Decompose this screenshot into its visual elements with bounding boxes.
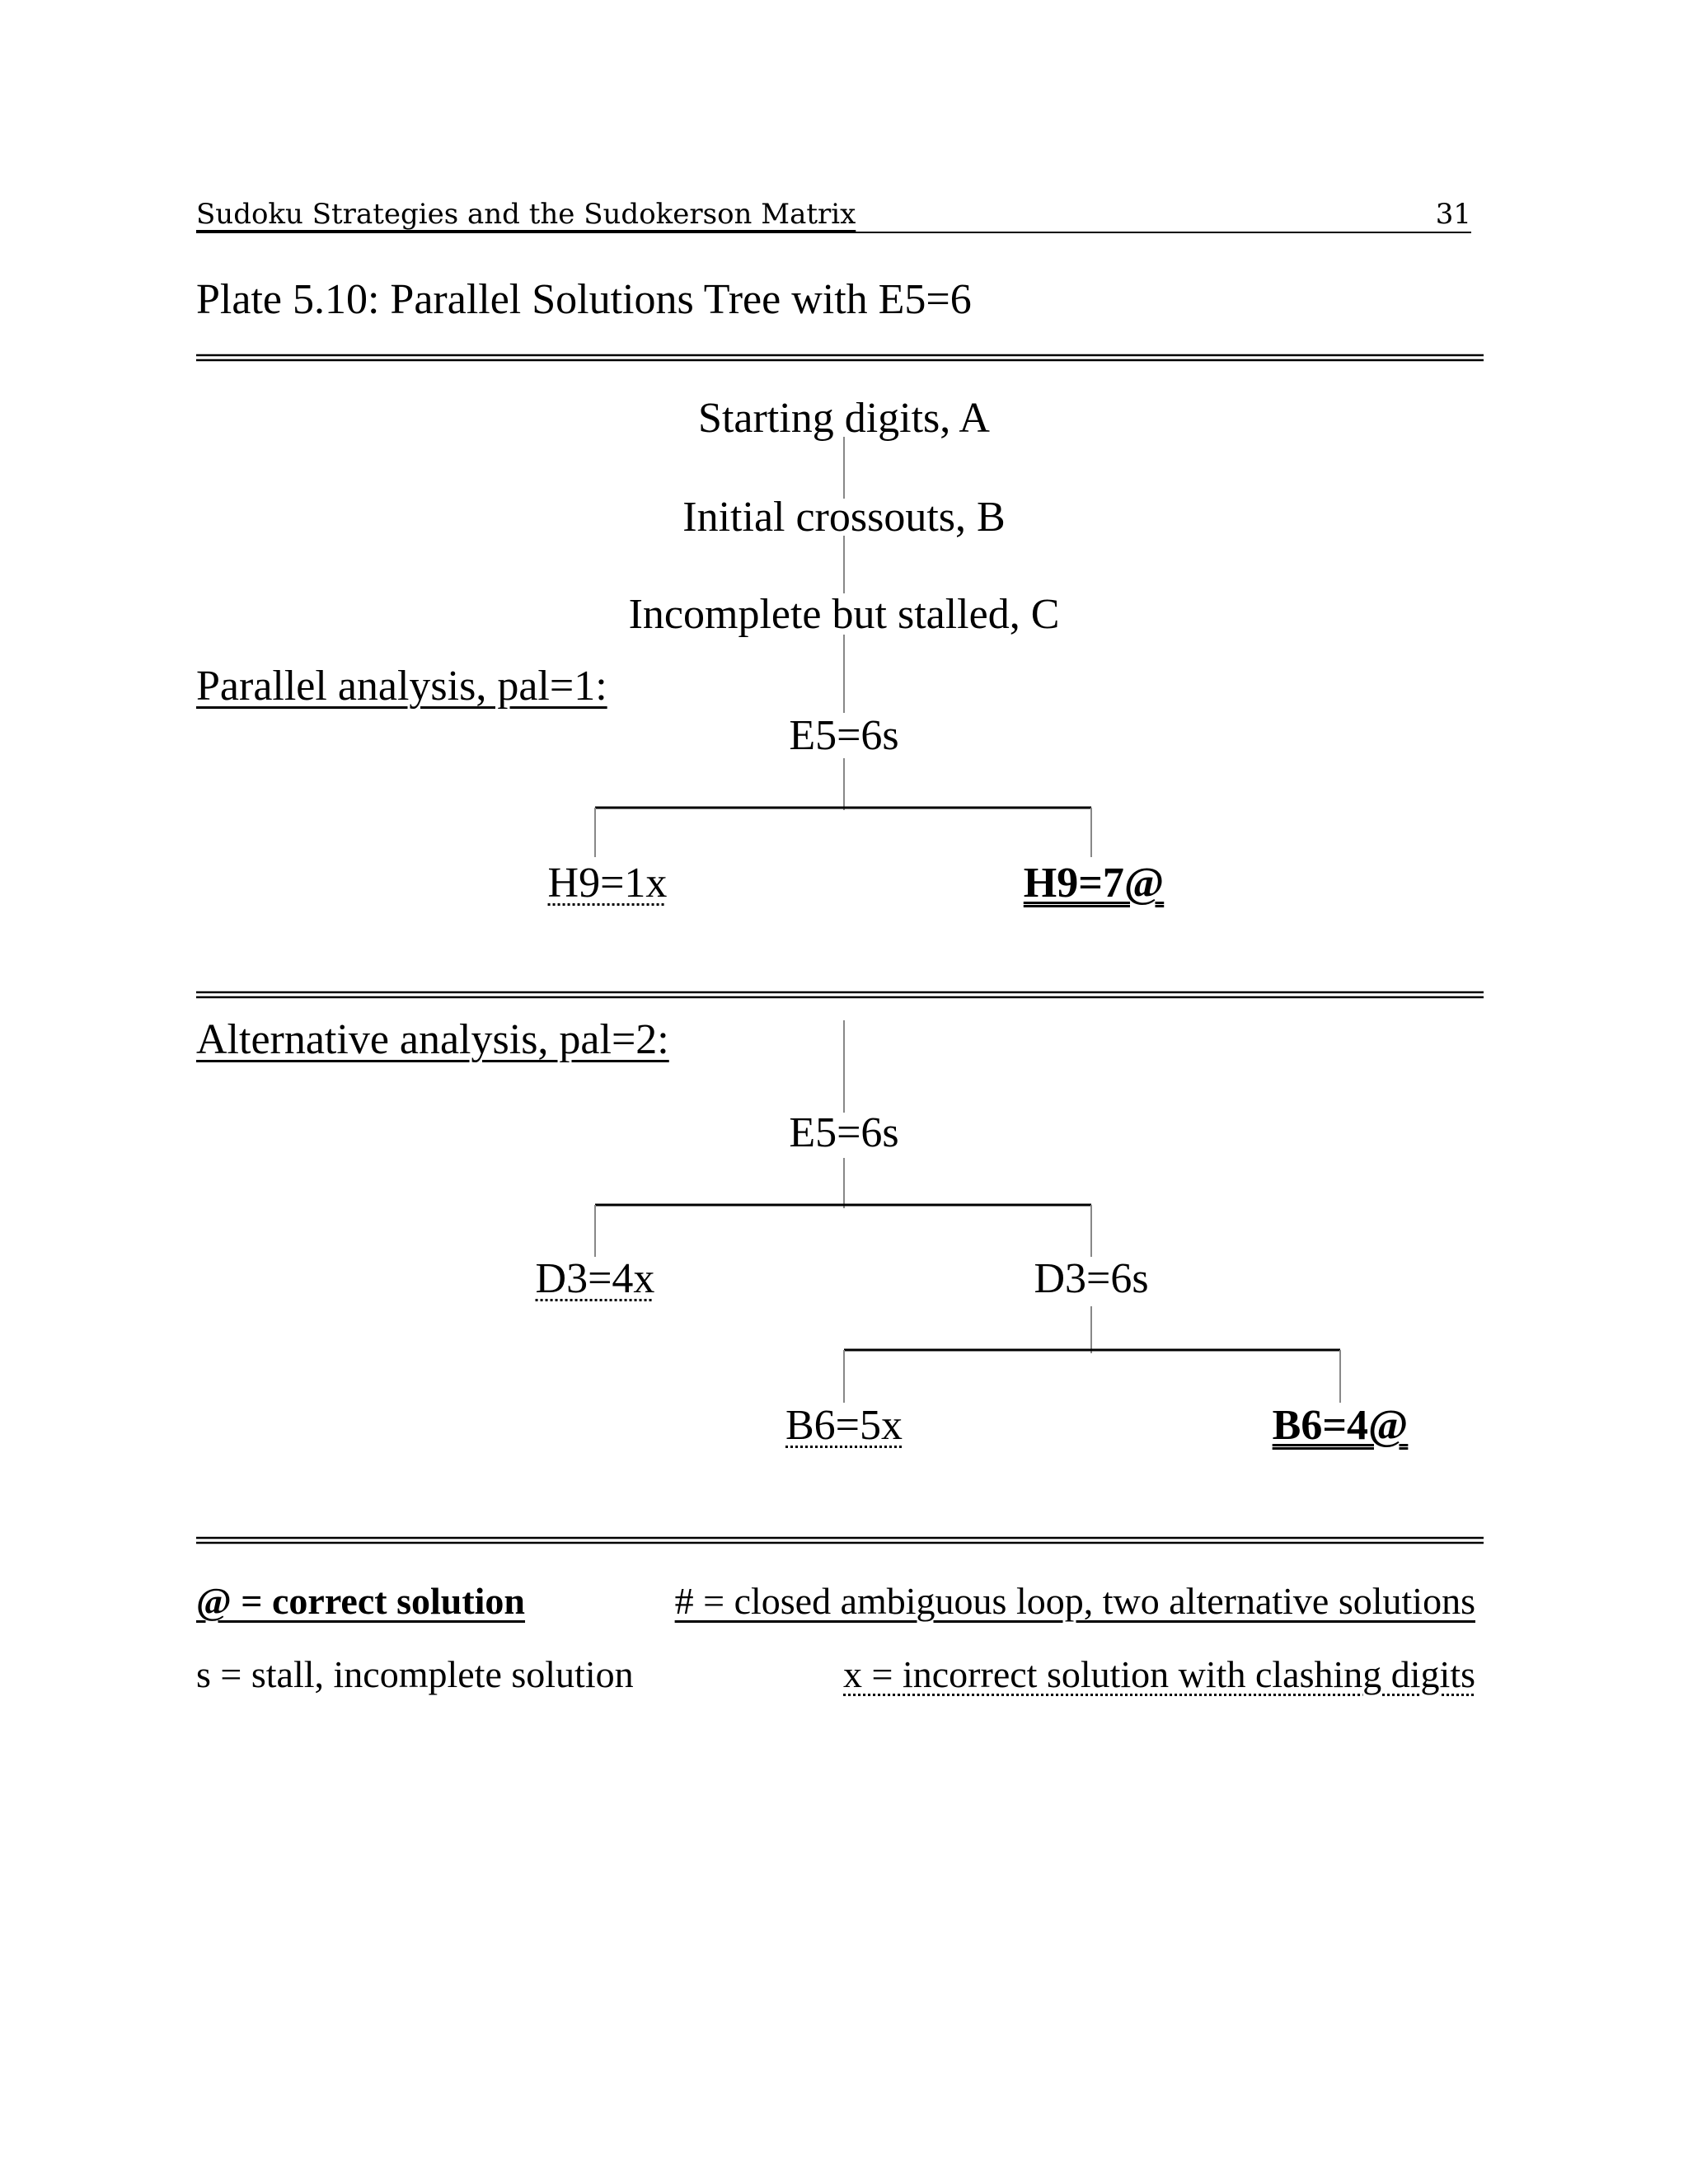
alternative-analysis-label: Alternative analysis, pal=2: [196, 1016, 669, 1063]
node-alternative-e5: E5=6s [789, 1109, 899, 1156]
legend-incorrect: x = incorrect solution with clashing digits [843, 1653, 1475, 1695]
legend-correct: @ = correct solution [196, 1580, 526, 1622]
node-h9-7-solution: H9=7@ [1023, 860, 1165, 907]
node-parallel-e5: E5=6s [789, 712, 899, 759]
node-d3-6s: D3=6s [1034, 1255, 1149, 1302]
node-d3-4x: D3=4x [535, 1255, 655, 1302]
plate-title: Plate 5.10: Parallel Solutions Tree with E5=6 [196, 276, 972, 323]
page-number-text: 31 [1435, 198, 1471, 231]
legend-stall: s = stall, incomplete solution [196, 1653, 634, 1695]
node-starting-digits: Starting digits, A [698, 395, 990, 442]
node-incomplete-stalled: Incomplete but stalled, C [628, 591, 1060, 638]
node-b6-5x: B6=5x [785, 1402, 903, 1449]
node-h9-1x: H9=1x [547, 860, 668, 907]
node-initial-crossouts: Initial crossouts, B [682, 494, 1006, 541]
node-b6-4-solution: B6=4@ [1272, 1402, 1409, 1449]
running-title: Sudoku Strategies and the Sudokerson Matrix [196, 198, 856, 231]
parallel-analysis-label: Parallel analysis, pal=1: [196, 663, 607, 710]
legend-closed-loop: # = closed ambiguous loop, two alternative solutions [674, 1580, 1475, 1622]
